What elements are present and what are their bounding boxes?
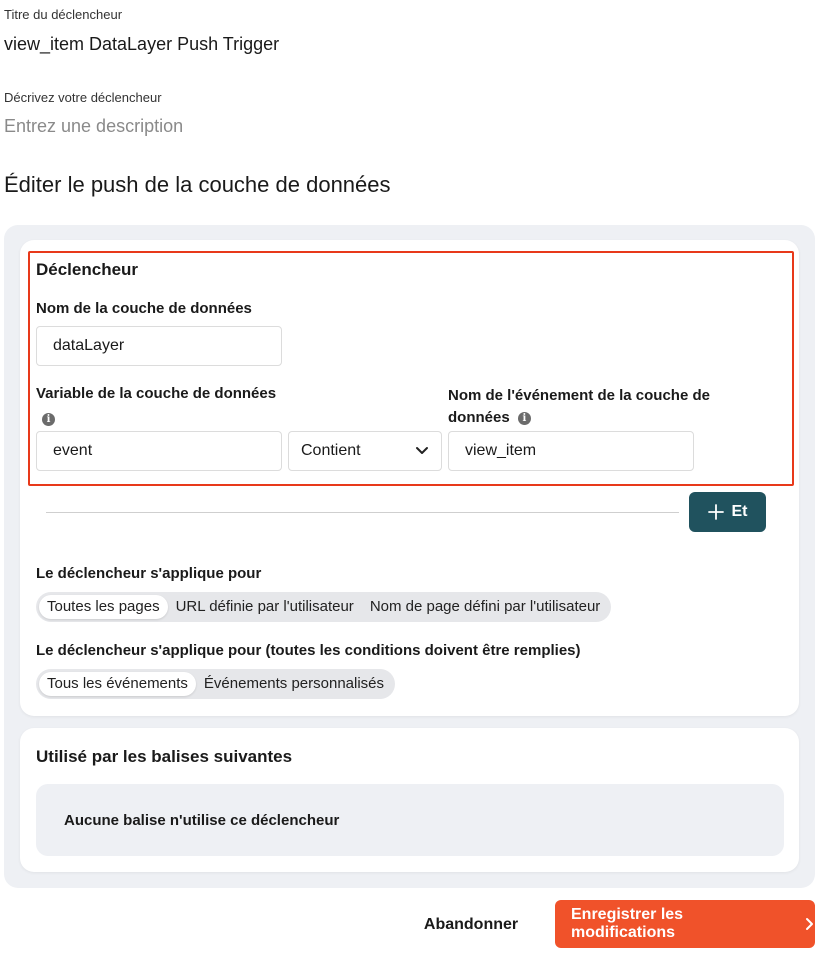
divider <box>46 512 679 513</box>
event-name-info-icon[interactable]: i <box>518 412 531 425</box>
trigger-title-label: Titre du déclencheur <box>4 7 123 22</box>
segment-custom-events[interactable]: Événements personnalisés <box>203 675 385 692</box>
segment-user-url[interactable]: URL définie par l'utilisateur <box>175 598 354 615</box>
event-name-value: view_item <box>465 442 537 459</box>
section-heading: Éditer le push de la couche de données <box>4 172 391 197</box>
variable-info-icon[interactable]: i <box>42 409 55 427</box>
operator-value: Contient <box>301 442 361 459</box>
datalayer-name-input[interactable] <box>36 326 282 366</box>
applies-events-segmented <box>36 669 395 699</box>
tags-card-title: Utilisé par les balises suivantes <box>36 747 293 766</box>
trigger-card-title: Déclencheur <box>36 260 139 279</box>
trigger-description-input[interactable]: Entrez une description <box>4 116 184 136</box>
applies-pages-label: Le déclencheur s'applique pour <box>36 565 262 582</box>
add-and-condition-button[interactable] <box>689 492 766 532</box>
variable-value: event <box>53 442 93 459</box>
operator-select[interactable] <box>288 431 442 471</box>
event-name-label <box>448 385 738 429</box>
applies-pages-segmented <box>36 592 611 622</box>
tags-empty-state <box>36 784 784 856</box>
event-name-label-text: Nom de l'événement de la couche de données <box>448 387 710 426</box>
segment-all-events[interactable]: Tous les événements <box>39 672 196 696</box>
segment-all-pages[interactable]: Toutes les pages <box>39 595 168 619</box>
event-name-input[interactable] <box>448 431 694 471</box>
save-button-label: Enregistrer les modifications <box>571 906 684 941</box>
cancel-button[interactable] <box>412 906 530 944</box>
datalayer-name-label: Nom de la couche de données <box>36 300 252 317</box>
trigger-description-label: Décrivez votre déclencheur <box>4 90 162 105</box>
trigger-title-value[interactable]: view_item DataLayer Push Trigger <box>4 34 280 54</box>
tags-empty-message: Aucune balise n'utilise ce déclencheur <box>64 811 340 829</box>
plus-icon <box>708 504 724 520</box>
applies-events-label: Le déclencheur s'applique pour (toutes les conditions doivent être remplies) <box>36 642 581 659</box>
save-button[interactable] <box>555 900 815 948</box>
chevron-right-icon <box>805 917 815 931</box>
variable-label: Variable de la couche de données <box>36 385 277 402</box>
cancel-button-label: Abandonner <box>423 916 519 933</box>
variable-input[interactable] <box>36 431 282 471</box>
segment-user-page-name[interactable]: Nom de page défini par l'utilisateur <box>369 598 601 615</box>
and-button-label: Et <box>731 503 748 520</box>
datalayer-name-value: dataLayer <box>53 337 125 354</box>
chevron-down-icon <box>415 446 429 456</box>
